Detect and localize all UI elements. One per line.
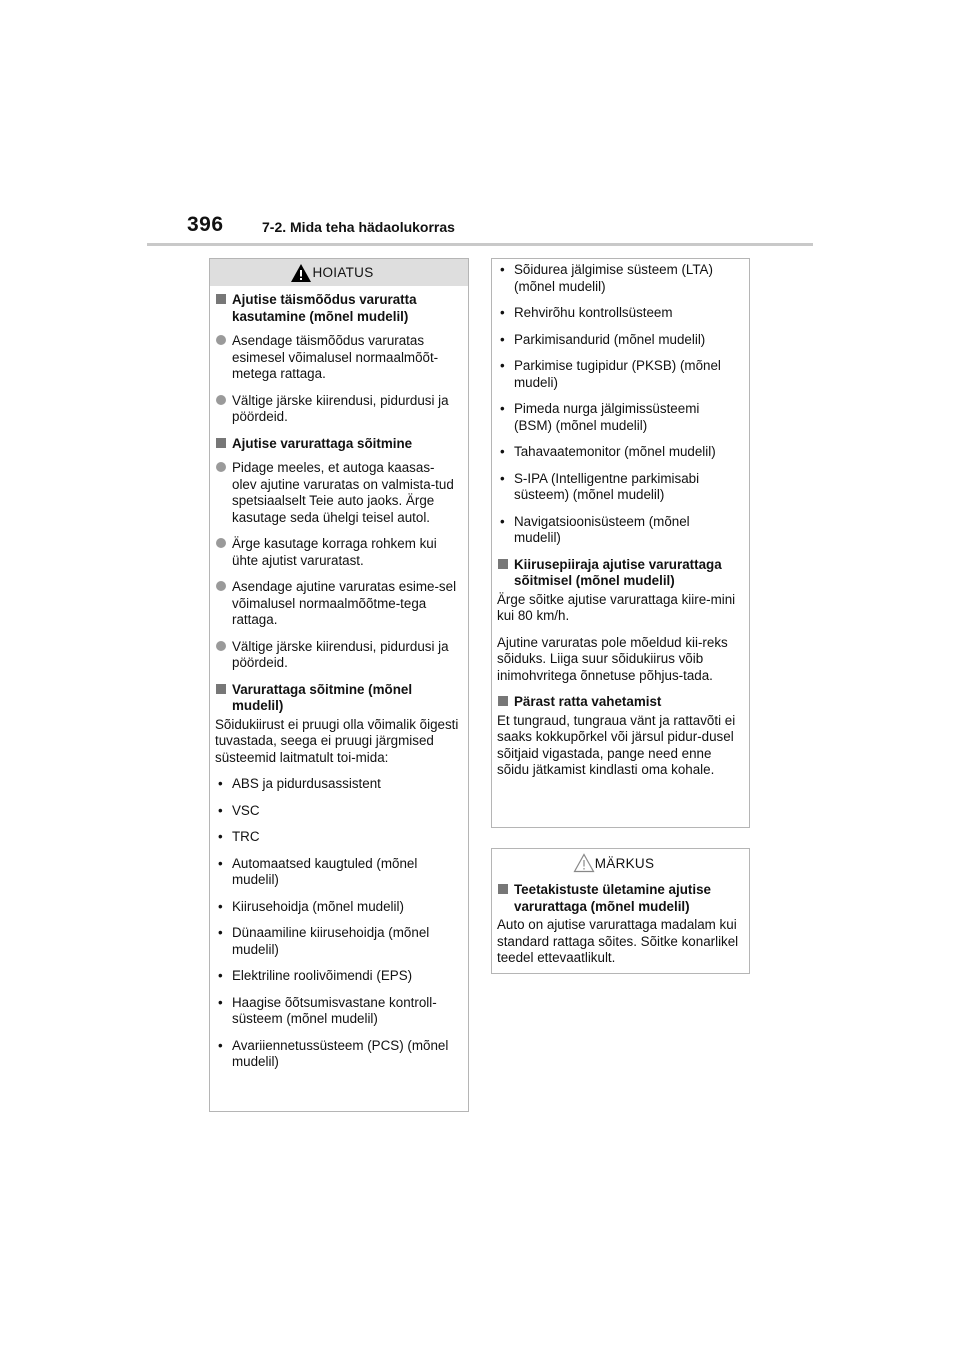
paragraph: Et tungraud, tungraua vänt ja rattavõti ei saaks kokkupõrkel või järsul pidur-dusel sõitjaid vigastada, pange need enne sõidu jätkamist kindlasti oma kohale. <box>497 712 736 777</box>
bullet-dot: • <box>500 513 505 529</box>
bullet-dot: • <box>500 262 505 277</box>
list-item-text: Parkimise tugipidur (PKSB) (mõnel mudeli) <box>514 358 721 390</box>
square-bullet-icon <box>498 884 508 894</box>
bullet-dot: • <box>218 1037 223 1053</box>
warning-continued-box <box>491 258 750 828</box>
list-item-text: ABS ja pidurdusassistent <box>232 776 381 791</box>
list-item <box>215 968 459 985</box>
paragraph: Auto on ajutise varurattaga madalam kui standard rattaga sõites. Sõitke konarlikel teedel ettevaatlikult. <box>497 917 739 965</box>
circle-item <box>215 639 459 672</box>
bullet-dot: • <box>500 444 505 459</box>
list-item-text: Kiirusehoidja (mõnel mudelil) <box>232 898 404 914</box>
circle-bullet-icon <box>216 395 226 405</box>
bullet-dot: • <box>500 401 505 416</box>
subheading-text: Ajutise varurattaga sõitmine <box>232 435 413 451</box>
warning-box-title: HOIATUS <box>312 265 374 280</box>
subheading <box>497 557 740 590</box>
subheading-text: Teetakistuste ületamine ajutise varurattaga (mõnel mudelil) <box>514 882 711 914</box>
list-item <box>497 305 740 322</box>
list-item <box>215 856 459 889</box>
bullet-dot: • <box>218 855 223 871</box>
list-item <box>215 1038 459 1071</box>
list-item <box>215 995 459 1028</box>
bullet-dot: • <box>218 898 223 914</box>
circle-item <box>215 333 459 383</box>
notice-box-title: MÄRKUS <box>594 855 655 871</box>
list-item <box>497 471 740 504</box>
bullet-dot: • <box>218 829 223 844</box>
list-item-text: Navigatsioonisüsteem (mõnel mudelil) <box>514 513 690 545</box>
square-bullet-icon <box>216 438 226 448</box>
section-title: 7-2. Mida teha hädaolukorras <box>262 219 455 235</box>
subheading <box>497 694 740 711</box>
item-text: Asendage täismõõdus varuratas esimesel võimalusel normaalmõõt-metega rattaga. <box>232 333 439 381</box>
list-item-text: S-IPA (Intelligentne parkimisabi süsteem) (mõnel mudelil) <box>514 470 700 502</box>
list-item <box>497 401 740 434</box>
circle-item <box>215 460 459 526</box>
square-bullet-icon <box>216 684 226 694</box>
list-item-text: Sõidurea jälgimise süsteem (LTA) (mõnel mudelil) <box>514 262 713 294</box>
warning-box <box>209 258 469 1112</box>
paragraph: Ärge sõitke ajutise varurattaga kiire-mini kui 80 km/h. <box>497 591 736 623</box>
subheading <box>215 682 459 715</box>
paragraph: Ajutine varuratas pole mõeldud kii-reks sõiduks. Liiga suur sõidukiirus võib inimohvritega õnnetuse põhjus-tada. <box>497 634 728 683</box>
warning-continued-body <box>492 259 749 797</box>
list-item-text: Tahavaatemonitor (mõnel mudelil) <box>514 444 716 459</box>
circle-bullet-icon <box>216 538 226 548</box>
circle-bullet-icon <box>216 335 226 345</box>
list-item-text: VSC <box>232 802 260 818</box>
item-text: Pidage meeles, et autoga kaasas-olev ajutine varuratas on valmista-tud spetsiaalselt Teie auto jaoks. Ärge kasutage seda ühelgi teisel autol. <box>232 460 454 525</box>
notice-box-body <box>492 877 749 985</box>
bullet-dot: • <box>218 968 223 983</box>
list-item-text: Pimeda nurga jälgimissüsteemi (BSM) (mõnel mudelil) <box>514 401 700 433</box>
bullet-dot: • <box>500 470 505 486</box>
circle-item <box>215 579 459 629</box>
list-item <box>215 899 459 916</box>
bullet-dot: • <box>500 331 505 347</box>
list-item-text: Avariiennetussüsteem (PCS) (mõnel mudelil) <box>232 1037 449 1069</box>
list-item <box>497 514 740 547</box>
subheading-text: Varurattaga sõitmine (mõnel mudelil) <box>232 681 413 713</box>
circle-bullet-icon <box>216 462 226 472</box>
circle-bullet-icon <box>216 581 226 591</box>
bullet-dot: • <box>218 925 223 940</box>
list-item-text: Parkimisandurid (mõnel mudelil) <box>514 331 706 347</box>
list-item <box>497 358 740 391</box>
subheading-text: Kiirusepiiraja ajutise varurattaga sõitmisel (mõnel mudelil) <box>514 556 722 588</box>
warning-box-header <box>210 259 468 286</box>
list-item-text: TRC <box>232 829 260 844</box>
list-item <box>497 262 740 295</box>
page-number: 396 <box>187 213 224 236</box>
header-rule <box>147 243 813 246</box>
square-bullet-icon <box>216 294 226 304</box>
subheading-text: Ajutise täismõõdus varuratta kasutamine (mõnel mudelil) <box>232 292 417 324</box>
item-text: Vältige järske kiirendusi, pidurdusi ja pöördeid. <box>232 638 449 670</box>
notice-box-header <box>492 849 749 877</box>
list-item <box>497 332 740 349</box>
list-item-text: Automaatsed kaugtuled (mõnel mudelil) <box>232 855 418 887</box>
warning-triangle-icon <box>290 263 312 283</box>
notice-box <box>491 848 750 974</box>
subheading <box>497 882 740 915</box>
list-item-text: Rehvirõhu kontrollsüsteem <box>514 305 673 320</box>
list-item-text: Elektriline roolivõimendi (EPS) <box>232 968 413 983</box>
list-item-text: Dünaamiline kiirusehoidja (mõnel mudelil) <box>232 925 430 957</box>
bullet-dot: • <box>218 776 223 791</box>
square-bullet-icon <box>498 696 508 706</box>
subheading <box>215 436 459 453</box>
circle-item <box>215 536 459 569</box>
list-item <box>215 776 459 793</box>
circle-bullet-icon <box>216 641 226 651</box>
list-item <box>215 829 459 846</box>
paragraph: Sõidukiirust ei pruugi olla võimalik õigesti tuvastada, seega ei pruugi järgmised süsteemid laitmatult toi-mida: <box>215 716 459 765</box>
item-text: Vältige järske kiirendusi, pidurdusi ja pöördeid. <box>232 392 449 424</box>
list-item <box>497 444 740 461</box>
list-item <box>215 803 459 820</box>
bullet-dot: • <box>500 305 505 320</box>
list-item <box>215 925 459 958</box>
subheading <box>215 292 459 325</box>
subheading-text: Pärast ratta vahetamist <box>514 694 662 709</box>
bullet-dot: • <box>218 802 223 818</box>
caution-triangle-outline-icon <box>573 853 595 873</box>
item-text: Asendage ajutine varuratas esime-sel võimalusel normaalmõõtme-tega rattaga. <box>232 579 457 627</box>
warning-box-body <box>210 286 468 1089</box>
list-item-text: Haagise õõtsumisvastane kontroll-süsteem (mõnel mudelil) <box>232 994 437 1026</box>
bullet-dot: • <box>500 358 505 373</box>
square-bullet-icon <box>498 559 508 569</box>
circle-item <box>215 393 459 426</box>
item-text: Ärge kasutage korraga rohkem kui ühte ajutist varuratast. <box>232 536 437 568</box>
bullet-dot: • <box>218 994 223 1010</box>
